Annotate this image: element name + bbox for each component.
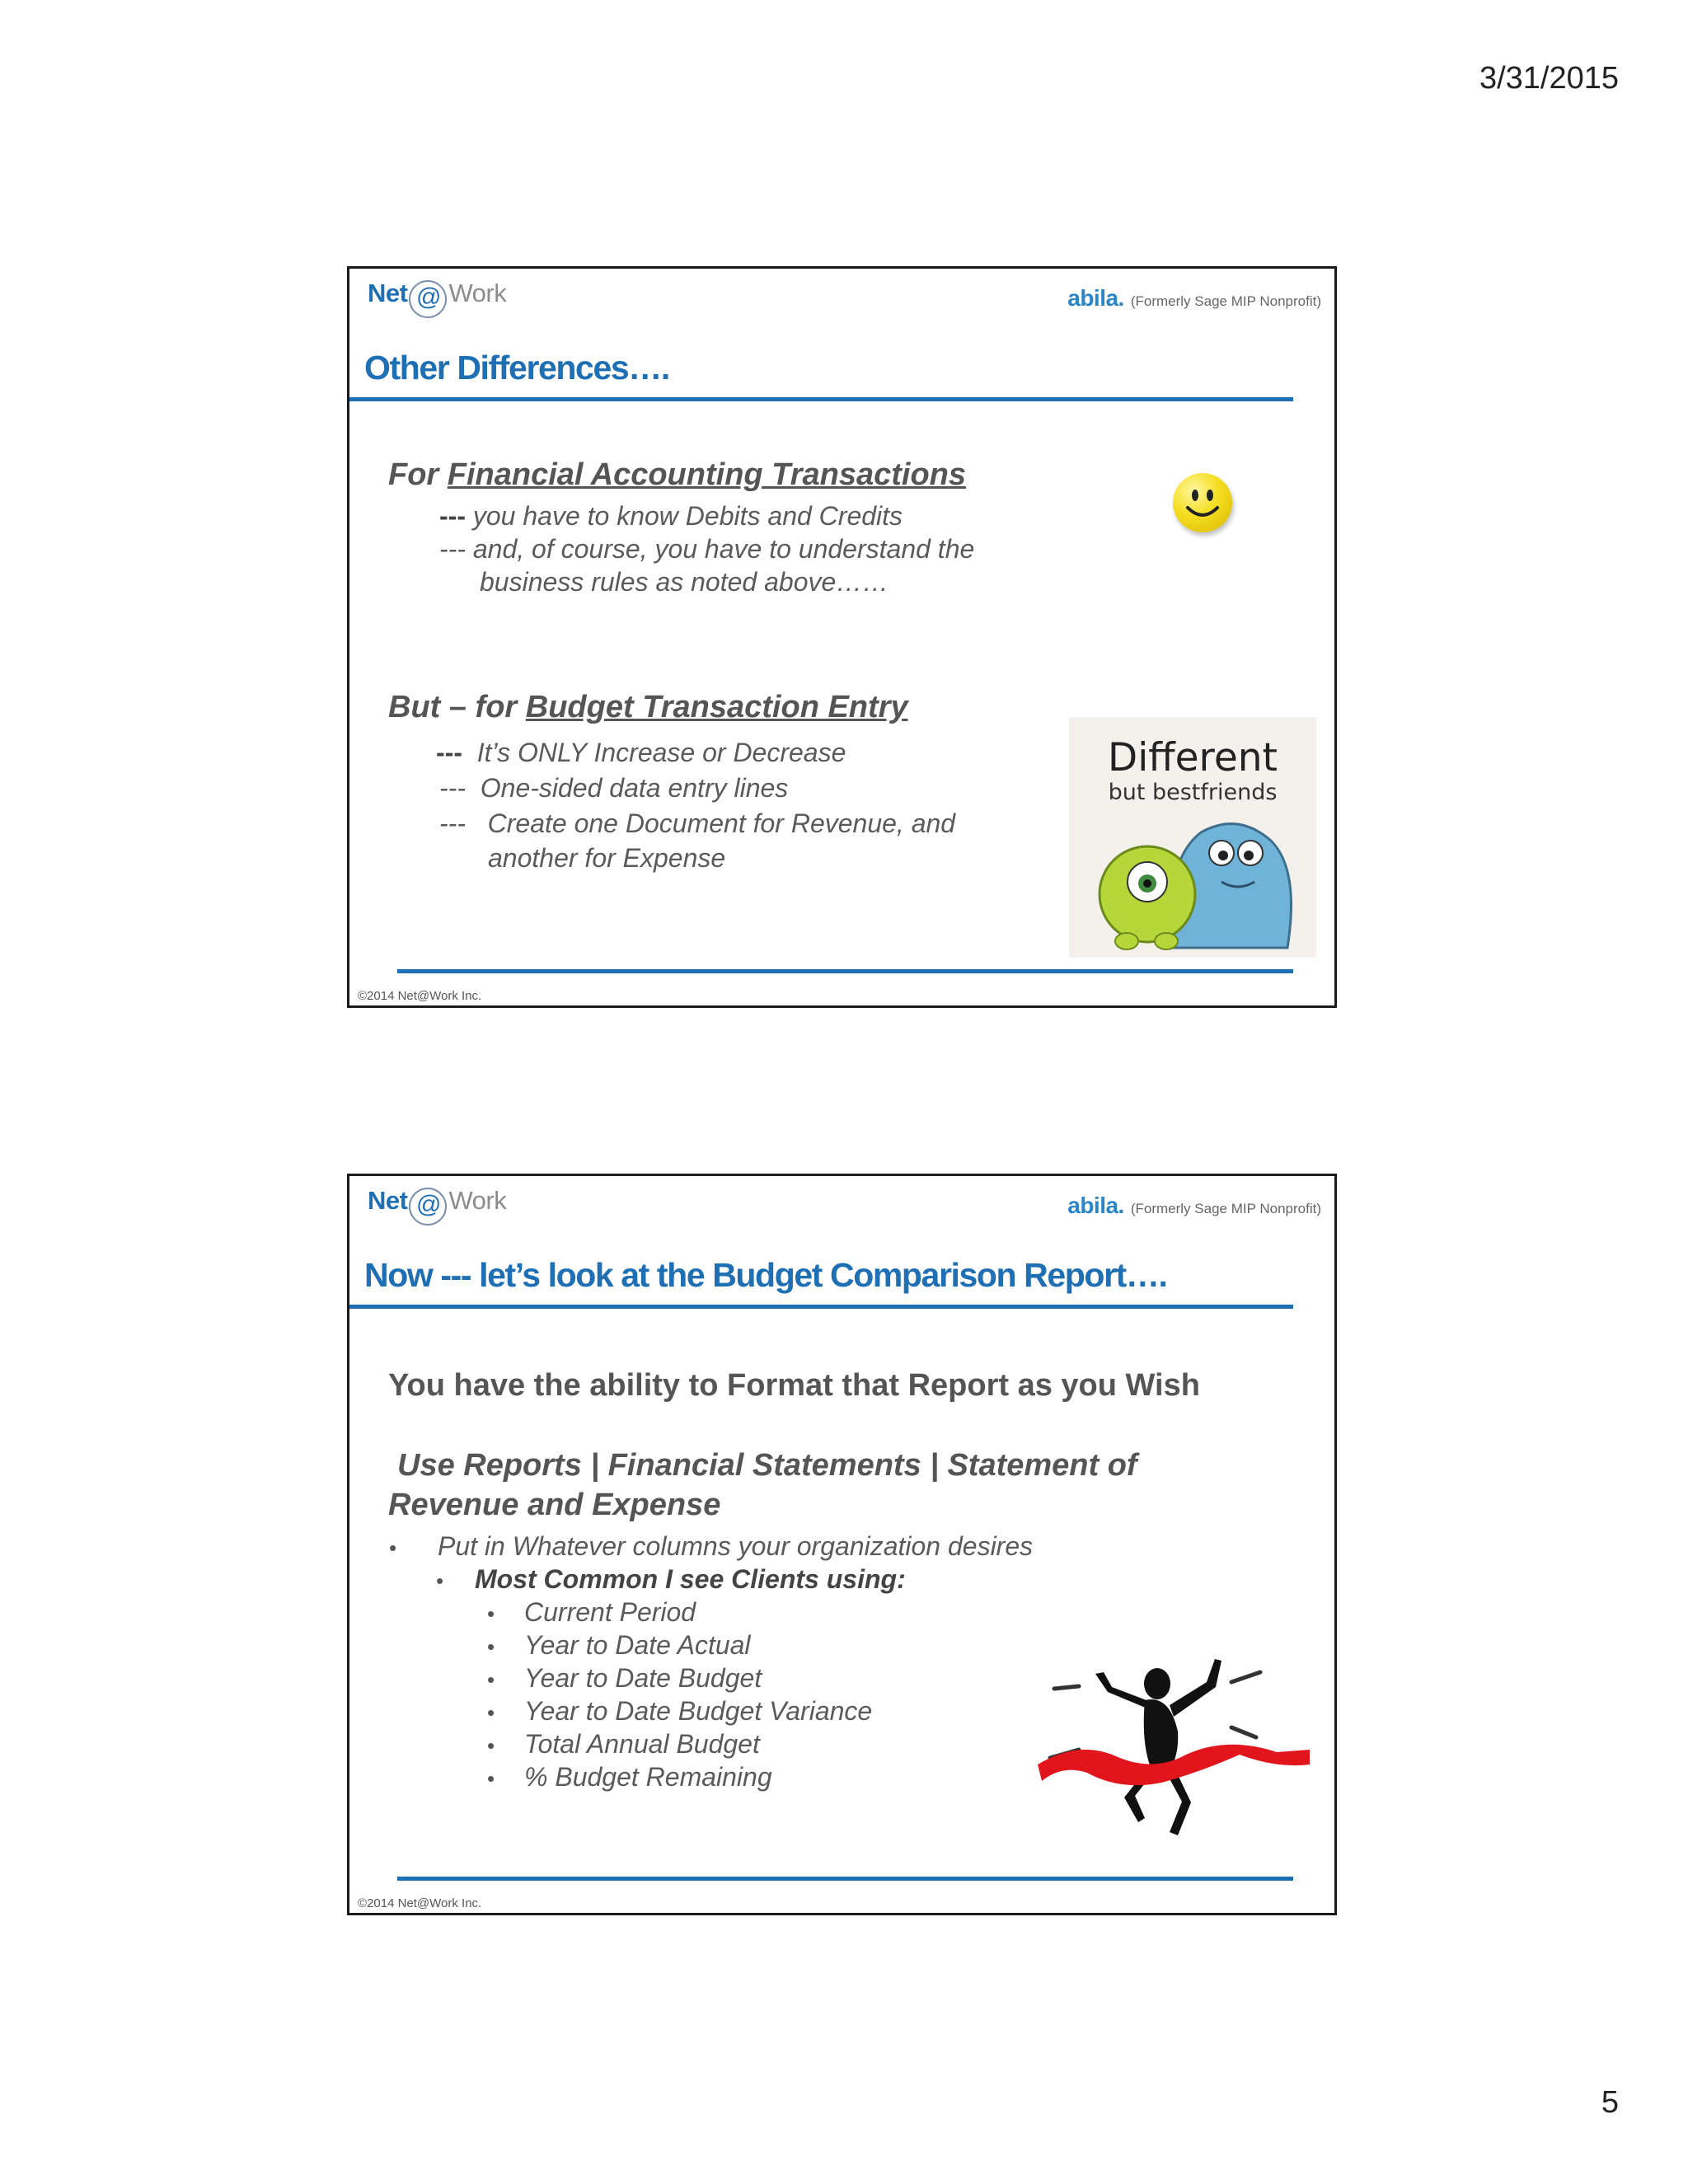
budget-line-1-text: It’s ONLY Increase or Decrease <box>476 738 846 767</box>
budget-line-2 <box>439 773 788 804</box>
reports-path-line-2: Revenue and Expense <box>388 1488 721 1522</box>
format-report-heading: You have the ability to Format that Report as you Wish <box>388 1368 1200 1403</box>
bullet-glyph: • <box>436 1568 444 1593</box>
bullet-columns: Put in Whatever columns your organization desires <box>438 1531 1034 1561</box>
bullet-glyph: • <box>487 1601 495 1626</box>
bullet-glyph: • <box>389 1535 397 1560</box>
at-sign-icon: @ <box>409 280 447 318</box>
abila-formerly-text: (Formerly Sage MIP Nonprofit) <box>1130 293 1321 309</box>
column-list-item: Year to Date Budget Variance <box>524 1696 873 1726</box>
abila-formerly-text: (Formerly Sage MIP Nonprofit) <box>1130 1201 1321 1216</box>
budget-line-3-text: Create one Document for Revenue, and <box>487 808 956 838</box>
abila-logo <box>1067 285 1321 312</box>
bullet-glyph: • <box>487 1766 495 1791</box>
slide-budget-comparison-report <box>347 1174 1337 1915</box>
budget-line-2-text: One-sided data entry lines <box>480 773 789 803</box>
budget-line-4: another for Expense <box>488 843 726 873</box>
image-title: Different <box>1108 735 1278 780</box>
budget-heading-text: Budget Transaction Entry <box>525 690 908 724</box>
at-sign-icon: @ <box>409 1188 447 1226</box>
slide-other-differences <box>347 266 1337 1008</box>
column-list-item: Total Annual Budget <box>524 1729 760 1759</box>
bullet-glyph: • <box>487 1700 495 1725</box>
financial-heading-text: Financial Accounting Transactions <box>447 457 967 492</box>
bullet-glyph: • <box>487 1667 495 1692</box>
budget-heading <box>388 690 908 725</box>
networks-logo <box>368 279 506 318</box>
column-list-item: Current Period <box>524 1597 696 1627</box>
title-divider <box>349 397 1293 401</box>
page-date: 3/31/2015 <box>1479 61 1619 96</box>
financial-line-2: --- and, of course, you have to understand the <box>439 534 975 564</box>
logo-work-text: Work <box>448 1186 507 1215</box>
column-list-item: % Budget Remaining <box>524 1762 772 1792</box>
footer-divider <box>397 1877 1293 1881</box>
bullet-glyph: • <box>487 1634 495 1659</box>
financial-line-1 <box>439 501 903 532</box>
dash-marker: --- <box>436 738 462 767</box>
abila-logo <box>1067 1193 1321 1219</box>
column-list-item: Year to Date Actual <box>524 1630 751 1660</box>
smiley-face-icon <box>1173 473 1232 532</box>
bullet-common-clients: Most Common I see Clients using: <box>475 1564 906 1594</box>
budget-line-1 <box>436 738 846 768</box>
budget-prefix: But – for <box>388 690 526 724</box>
image-subtitle: but bestfriends <box>1108 780 1278 805</box>
logo-net-text: Net <box>368 279 408 307</box>
slide-title: Other Differences…. <box>364 349 669 387</box>
title-divider <box>349 1305 1293 1309</box>
finish-line-runner-icon <box>1029 1649 1318 1858</box>
reports-path-line-1: Use Reports | Financial Statements | Statement of <box>397 1448 1137 1483</box>
financial-line-3: business rules as noted above…… <box>480 567 889 597</box>
logo-net-text: Net <box>368 1186 408 1215</box>
column-list-item: Year to Date Budget <box>524 1663 762 1693</box>
different-but-bestfriends-image <box>1069 717 1316 958</box>
copyright: ©2014 Net@Work Inc. <box>358 1896 482 1910</box>
dash-marker: --- <box>439 808 466 838</box>
financial-heading <box>388 457 966 493</box>
networks-logo <box>368 1186 506 1226</box>
abila-wordmark: abila. <box>1067 285 1124 311</box>
budget-line-3 <box>439 808 955 839</box>
footer-divider <box>397 969 1293 973</box>
bullet-glyph: • <box>487 1733 495 1758</box>
logo-work-text: Work <box>448 279 507 307</box>
financial-line-1-text: you have to know Debits and Credits <box>465 501 903 531</box>
slide-title: Now --- let’s look at the Budget Comparison Report…. <box>364 1256 1167 1294</box>
page-number: 5 <box>1601 2085 1619 2120</box>
financial-prefix: For <box>388 457 448 492</box>
abila-wordmark: abila. <box>1067 1193 1124 1218</box>
copyright: ©2014 Net@Work Inc. <box>358 989 482 1003</box>
dash-marker: --- <box>439 501 466 531</box>
dash-marker: --- <box>439 773 466 803</box>
